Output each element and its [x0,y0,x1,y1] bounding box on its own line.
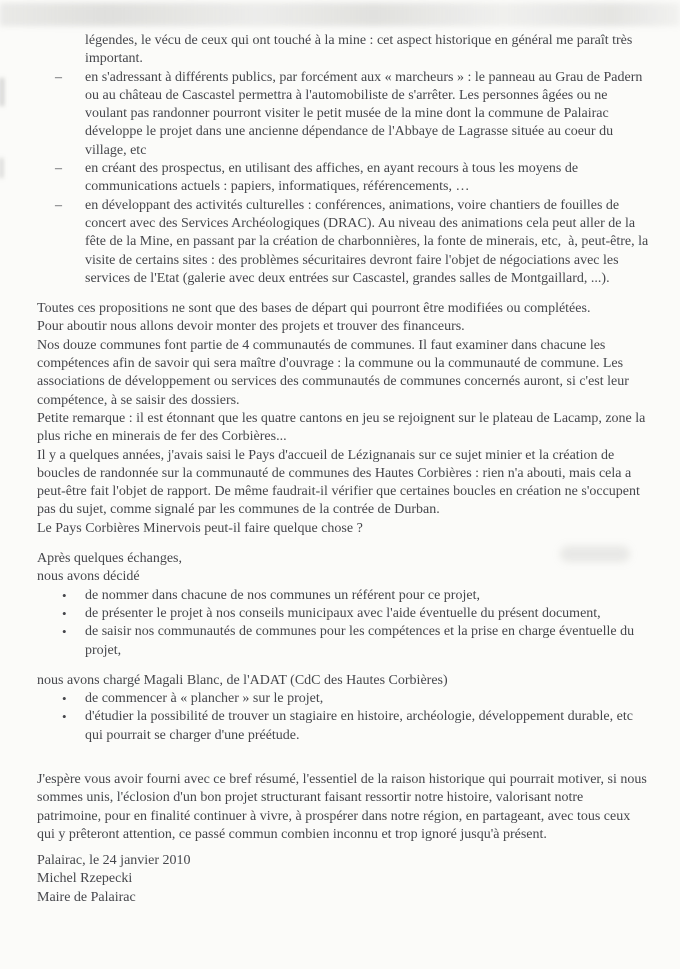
round-bullet-icon: • [62,691,67,707]
bullet-list-item [37,587,650,605]
dash-item-text: en créant des prospectus, en utilisant des affiches, en ayant recours à tous les moyens de communications actuels : papiers, informatiques, référencements, … [85,161,582,195]
signature-name: Michel Rzepecki [37,871,133,887]
bullet-item-text: de nommer dans chacune de nos communes un référent pour ce projet, [85,587,480,603]
dash-item-text: en s'adressant à différents publics, par forcément aux « marcheurs » : le panneau au Grau de Padern ou au château de Cascastel permettra à l'automobiliste de s'arrêter. Les personnes âgées ou ne voulant pas randonner pourront visiter le petit musée de la mine dont la commune de Palairac développe le projet dans une ancienne dépendance de l'Abbaye de Lagrasse située au coeur du village, etc [85,69,646,158]
paragraph-line: Pour aboutir nous allons devoir monter des projets et trouver des financeurs. [37,319,465,335]
bullet-item-text: de présenter le projet à nos conseils municipaux avec l'aide éventuelle du présent document, [85,605,601,621]
scan-shadow-band [0,3,680,26]
bullet-list-item [37,623,650,660]
bullet-list-item [37,708,650,745]
dash-list-item [37,160,650,197]
signature-place-date: Palairac, le 24 janvier 2010 [37,853,191,869]
paragraph-line: Toutes ces propositions ne sont que des bases de départ qui pourront être modifiées ou complétées. [37,301,591,317]
paragraph-line: nous avons décidé [37,569,140,585]
dash-item-text: en développant des activités culturelles : conférences, animations, voire chantiers de fouilles de concert avec des Services Archéologiques (DRAC). Au niveau des animations cela peut aller de la fête de la Mine, en passant par la création de charbonnières, la fonte de minerais, etc, à, peut-être, la visite de certains sites : des problèmes sécuritaires devront faire l'objet de négociations avec les services de l'Etat (galerie avec deux entrées sur Cascastel, grandes salles de Montgaillard, ...). [85,197,652,286]
round-bullet-icon: • [62,605,67,621]
paragraph-line: Nos douze communes font partie de 4 communautés de communes. Il faut examiner dans chacune les compétences afin de savoir qui sera maître d'ouvrage : la commune ou la communauté de commune. Les associations de développement ou services des communautés de communes concernés auront, si c'est leur compétence, à se saisir des dossiers. [37,337,633,408]
dash-list-item [37,197,650,288]
section-decisions [37,550,650,660]
paragraph-line: Après quelques échanges, [37,551,183,567]
dash-bullet-icon: – [55,69,62,85]
section-propositions [37,300,650,538]
paragraph-closing: J'espère vous avoir fourni avec ce bref résumé, l'essentiel de la raison historique qui pourrait motiver, si nous sommes unis, l'éclosion d'un bon projet structurant faisant ressortir notre histoire, valorisant notre patrimoine, pour en finalité continuer à vivre, à prospérer dans notre région, en partageant, avec tous ceux qui y prêteront attention, ce passé commun combien inconnu et trop ignoré jusqu'à présent. [37,771,651,842]
dash-bullet-icon: – [55,197,62,213]
scan-edge-smudge [0,78,4,106]
dash-bullet-icon: – [55,161,62,177]
signature-title: Maire de Palairac [37,889,136,905]
paragraph-line: Il y a quelques années, j'avais saisi le Pays d'accueil de Lézignanais sur ce sujet minier et la création de boucles de randonnée sur la communauté de communes des Hautes Corbières : rien n'a abouti, mais cela a peut-être fait l'objet de rapport. De même faudrait-il vérifier que certaines boucles en création ne s'occupent pas du sujet, comme signalé par les communes de la contrée de Durban. [37,447,644,518]
bullet-list-item [37,605,650,623]
section-charge [37,672,650,745]
paragraph-line: nous avons chargé Magali Blanc, de l'ADAT (CdC des Hautes Corbières) [37,672,448,688]
bullet-list-item [37,690,650,708]
paragraph-list-continuation: légendes, le vécu de ceux qui ont touché à la mine : cet aspect historique en général me paraît très important. [85,33,636,67]
paragraph-line: Petite remarque : il est étonnant que les quatre cantons en jeu se rejoignent sur le plateau de Lacamp, zone la plus riche en minerais de fer des Corbières... [37,410,649,445]
dash-list-item [37,69,650,160]
signature-block [37,852,650,907]
paragraph-line: Le Pays Corbières Minervois peut-il faire quelque chose ? [37,520,363,536]
round-bullet-icon: • [62,587,67,603]
scan-edge-smudge [0,158,3,178]
bullet-item-text: d'étudier la possibilité de trouver un stagiaire en histoire, archéologie, développement durable, etc qui pourrait se charger d'une préétude. [85,709,637,743]
letter-body [37,32,650,907]
round-bullet-icon: • [62,624,67,640]
bullet-item-text: de saisir nos communautés de communes pour les compétences et la prise en charge éventuelle du projet, [85,624,638,658]
round-bullet-icon: • [62,709,67,725]
bullet-item-text: de commencer à « plancher » sur le projet, [85,691,324,707]
section-proposals-list [37,32,650,288]
